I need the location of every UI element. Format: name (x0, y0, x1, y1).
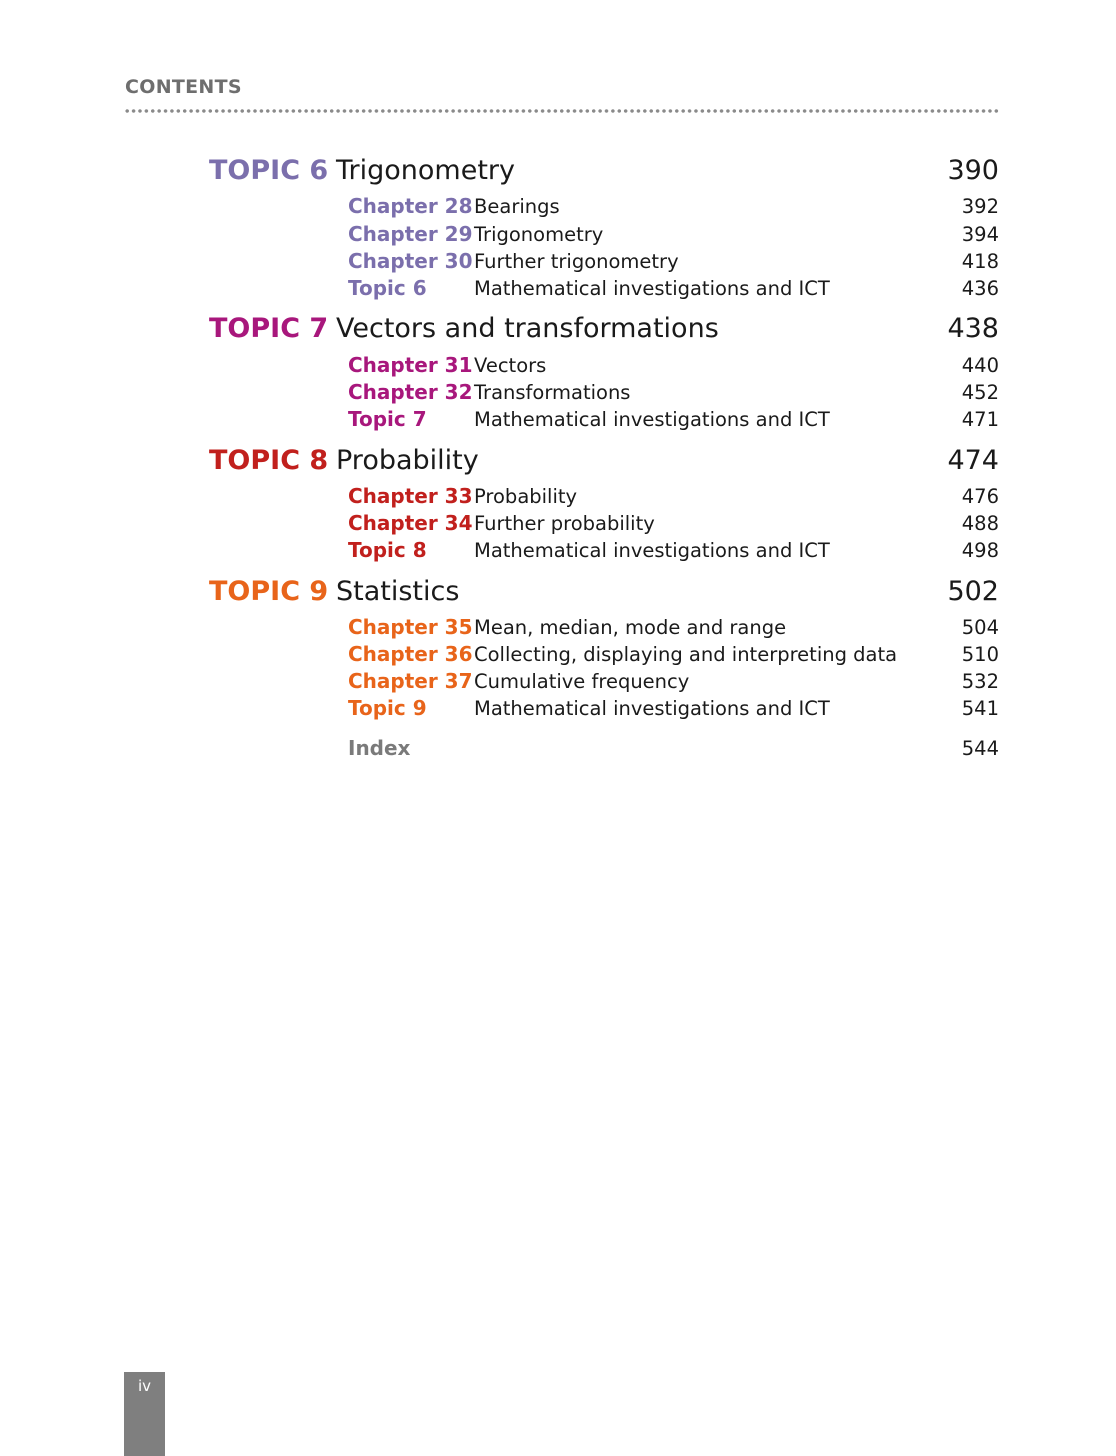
page-number: 436 (961, 277, 999, 300)
page-number: 498 (961, 539, 999, 562)
chapter-label: Chapter 35 (348, 615, 473, 639)
page-number: 390 (947, 155, 999, 186)
page-number: 438 (947, 313, 999, 344)
topic-number: TOPIC 8 (209, 445, 329, 476)
chapter-label: Chapter 32 (348, 380, 473, 404)
chapter-title: Bearings (474, 195, 560, 218)
chapter-row[interactable] (0, 352, 1116, 379)
topic-heading-7[interactable] (0, 309, 1116, 349)
chapter-row[interactable] (0, 537, 1116, 564)
chapter-label: Topic 7 (348, 407, 427, 431)
chapter-row[interactable] (0, 510, 1116, 537)
chapter-row[interactable] (0, 695, 1116, 722)
page-number: 474 (947, 445, 999, 476)
chapter-row[interactable] (0, 614, 1116, 641)
page-number: 418 (961, 250, 999, 273)
page-number: 471 (961, 408, 999, 431)
chapter-title: Further probability (474, 512, 655, 535)
page-number: 488 (961, 512, 999, 535)
topic-heading-9[interactable] (0, 572, 1116, 612)
chapter-row[interactable] (0, 668, 1116, 695)
chapter-label: Topic 8 (348, 538, 427, 562)
chapter-label: Chapter 33 (348, 484, 473, 508)
index-label[interactable]: Index (348, 736, 411, 760)
page-number: 440 (961, 354, 999, 377)
chapter-label: Topic 6 (348, 276, 427, 300)
chapter-label: Chapter 31 (348, 353, 473, 377)
chapter-title: Trigonometry (474, 223, 604, 246)
page-number: 532 (961, 670, 999, 693)
topic-title: Trigonometry (336, 155, 515, 186)
chapter-title: Vectors (474, 354, 547, 377)
chapter-title: Transformations (474, 381, 631, 404)
topic-number: TOPIC 9 (209, 576, 329, 607)
chapter-row[interactable] (0, 248, 1116, 275)
chapter-label: Chapter 37 (348, 669, 473, 693)
page-number-label: iv (137, 1377, 152, 1395)
page-number: 452 (961, 381, 999, 404)
page-number: 476 (961, 485, 999, 508)
index-page-number: 544 (961, 737, 999, 760)
page-number: 541 (961, 697, 999, 720)
page-number: 502 (947, 576, 999, 607)
chapter-title: Further trigonometry (474, 250, 679, 273)
chapter-label: Chapter 29 (348, 222, 473, 246)
chapter-label: Chapter 30 (348, 249, 473, 273)
chapter-row[interactable] (0, 641, 1116, 668)
topic-title: Vectors and transformations (336, 313, 719, 344)
chapter-title: Mathematical investigations and ICT (474, 408, 830, 431)
chapter-title: Cumulative frequency (474, 670, 690, 693)
chapter-label: Chapter 36 (348, 642, 473, 666)
topic-heading-6[interactable] (0, 151, 1116, 191)
contents-heading: CONTENTS (125, 76, 242, 98)
chapter-label: Topic 9 (348, 696, 427, 720)
page-number: 504 (961, 616, 999, 639)
topic-title: Statistics (336, 576, 460, 607)
page-number-tab (124, 1372, 165, 1456)
topic-number: TOPIC 6 (209, 155, 329, 186)
chapter-title: Mathematical investigations and ICT (474, 697, 830, 720)
chapter-row[interactable] (0, 406, 1116, 433)
chapter-title: Mathematical investigations and ICT (474, 539, 830, 562)
chapter-title: Probability (474, 485, 578, 508)
chapter-title: Mean, median, mode and range (474, 616, 787, 639)
chapter-title: Mathematical investigations and ICT (474, 277, 830, 300)
page-number: 392 (961, 195, 999, 218)
topic-title: Probability (336, 445, 479, 476)
topic-heading-8[interactable] (0, 441, 1116, 481)
chapter-row[interactable] (0, 275, 1116, 302)
page-number: 510 (961, 643, 999, 666)
chapter-row[interactable] (0, 483, 1116, 510)
chapter-row[interactable] (0, 221, 1116, 248)
chapter-label: Chapter 34 (348, 511, 473, 535)
topic-number: TOPIC 7 (209, 313, 329, 344)
chapter-row[interactable] (0, 193, 1116, 220)
chapter-label: Chapter 28 (348, 194, 473, 218)
page-number: 394 (961, 223, 999, 246)
chapter-row[interactable] (0, 379, 1116, 406)
dotted-divider (124, 109, 1000, 113)
chapter-title: Collecting, displaying and interpreting data (474, 643, 898, 666)
